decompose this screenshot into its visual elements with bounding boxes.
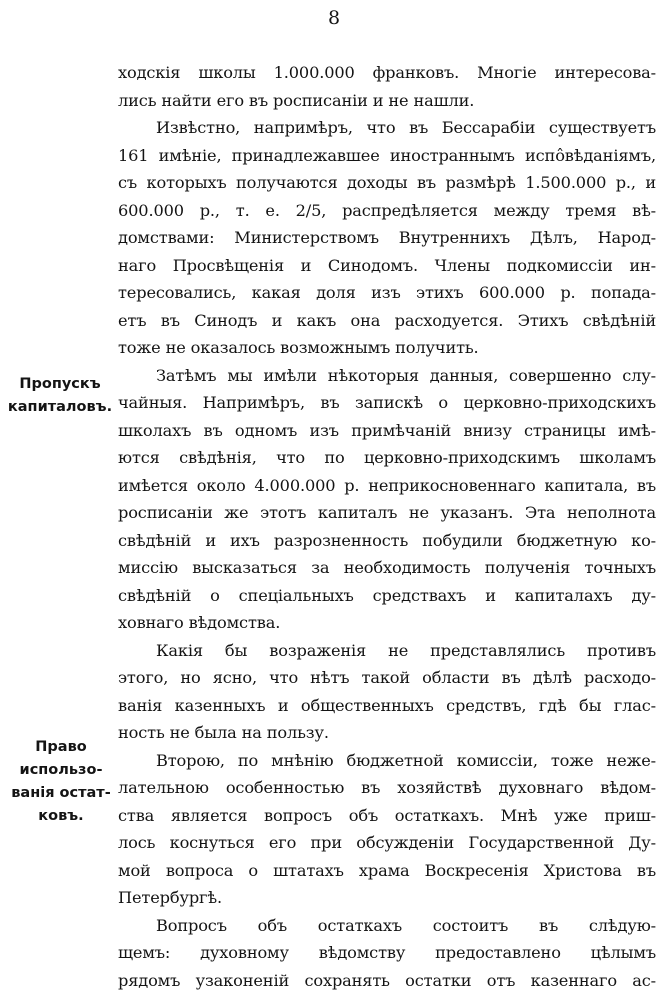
paragraph-start-line: Какія бы возраженія не представлялись противъ — [118, 637, 656, 665]
text-line: рядомъ узаконеній сохранять остатки отъ казеннаго ас- — [118, 967, 656, 994]
margin-note-line: Пропускъ — [6, 373, 114, 396]
text-line: тересовались, какая доля изъ этихъ 600.000 р. попада- — [118, 279, 656, 307]
margin-note-use-of-remainders — [6, 736, 116, 828]
margin-note-line: Право — [6, 736, 116, 759]
paragraph-start-line: Вопросъ объ остаткахъ состоитъ въ слѣдую- — [118, 912, 656, 940]
margin-note-line: использо- — [6, 759, 116, 782]
text-line: школахъ въ одномъ изъ примѣчаній внизу страницы имѣ- — [118, 417, 656, 445]
text-line: лательною особенностью въ хозяйствѣ духовнаго вѣдом- — [118, 774, 656, 802]
text-line: ходскія школы 1.000.000 франковъ. Многіе интересова- — [118, 59, 656, 87]
text-line: росписаніи же этотъ капиталъ не указанъ. Эта неполнота — [118, 499, 656, 527]
paragraph-start-line: Второю, по мнѣнію бюджетной комиссіи, тоже неже- — [118, 747, 656, 775]
text-line: ства является вопросъ объ остаткахъ. Мнѣ уже приш- — [118, 802, 656, 830]
text-line: тоже не оказалось возможнымъ получить. — [118, 334, 656, 362]
margin-note-line: ковъ. — [6, 805, 116, 828]
text-line: чайныя. Напримѣръ, въ запискѣ о церковно-приходскихъ — [118, 389, 656, 417]
text-line: имѣется около 4.000.000 р. неприкосновеннаго капитала, въ — [118, 472, 656, 500]
text-line: Петербургѣ. — [118, 884, 656, 912]
text-line: лось коснуться его при обсужденіи Государственной Ду- — [118, 829, 656, 857]
text-line: свѣдѣній о спеціальныхъ средствахъ и капиталахъ ду- — [118, 582, 656, 610]
text-line: съ которыхъ получаются доходы въ размѣрѣ 1.500.000 р., и — [118, 169, 656, 197]
text-line: ются свѣдѣнія, что по церковно-приходскимъ школамъ — [118, 444, 656, 472]
margin-note-line: ванія остат- — [6, 782, 116, 805]
text-line: ность не была на пользу. — [118, 719, 656, 747]
margin-note-line: капиталовъ. — [6, 396, 114, 419]
margin-note-capital-omission — [6, 373, 114, 419]
body-text — [118, 59, 656, 994]
text-line: ховнаго вѣдомства. — [118, 609, 656, 637]
paragraph-start-line: Затѣмъ мы имѣли нѣкоторыя данныя, совершенно слу- — [118, 362, 656, 390]
text-line: лись найти его въ росписаніи и не нашли. — [118, 87, 656, 115]
text-line: свѣдѣній и ихъ разрозненность побудили бюджетную ко- — [118, 527, 656, 555]
text-line: 600.000 р., т. е. 2/5, распредѣляется между тремя вѣ- — [118, 197, 656, 225]
text-line: етъ въ Синодъ и какъ она расходуется. Этихъ свѣдѣній — [118, 307, 656, 335]
text-line: домствами: Министерствомъ Внутреннихъ Дѣлъ, Народ- — [118, 224, 656, 252]
text-line: ванія казенныхъ и общественныхъ средствъ, гдѣ бы глас- — [118, 692, 656, 720]
text-line: 161 имѣніе, принадлежавшее иностраннымъ испо̂вѣданіямъ, — [118, 142, 656, 170]
page-number: 8 — [0, 6, 668, 30]
text-line: мой вопроса о штатахъ храма Воскресенія Христова въ — [118, 857, 656, 885]
text-line: наго Просвѣщенія и Синодомъ. Члены подкомиссіи ин- — [118, 252, 656, 280]
text-line: миссію высказаться за необходимость полученія точныхъ — [118, 554, 656, 582]
text-line: щемъ: духовному вѣдомству предоставлено цѣлымъ — [118, 939, 656, 967]
paragraph-start-line: Извѣстно, напримѣръ, что въ Бессарабіи существуетъ — [118, 114, 656, 142]
text-line: этого, но ясно, что нѣтъ такой области въ дѣлѣ расходо- — [118, 664, 656, 692]
